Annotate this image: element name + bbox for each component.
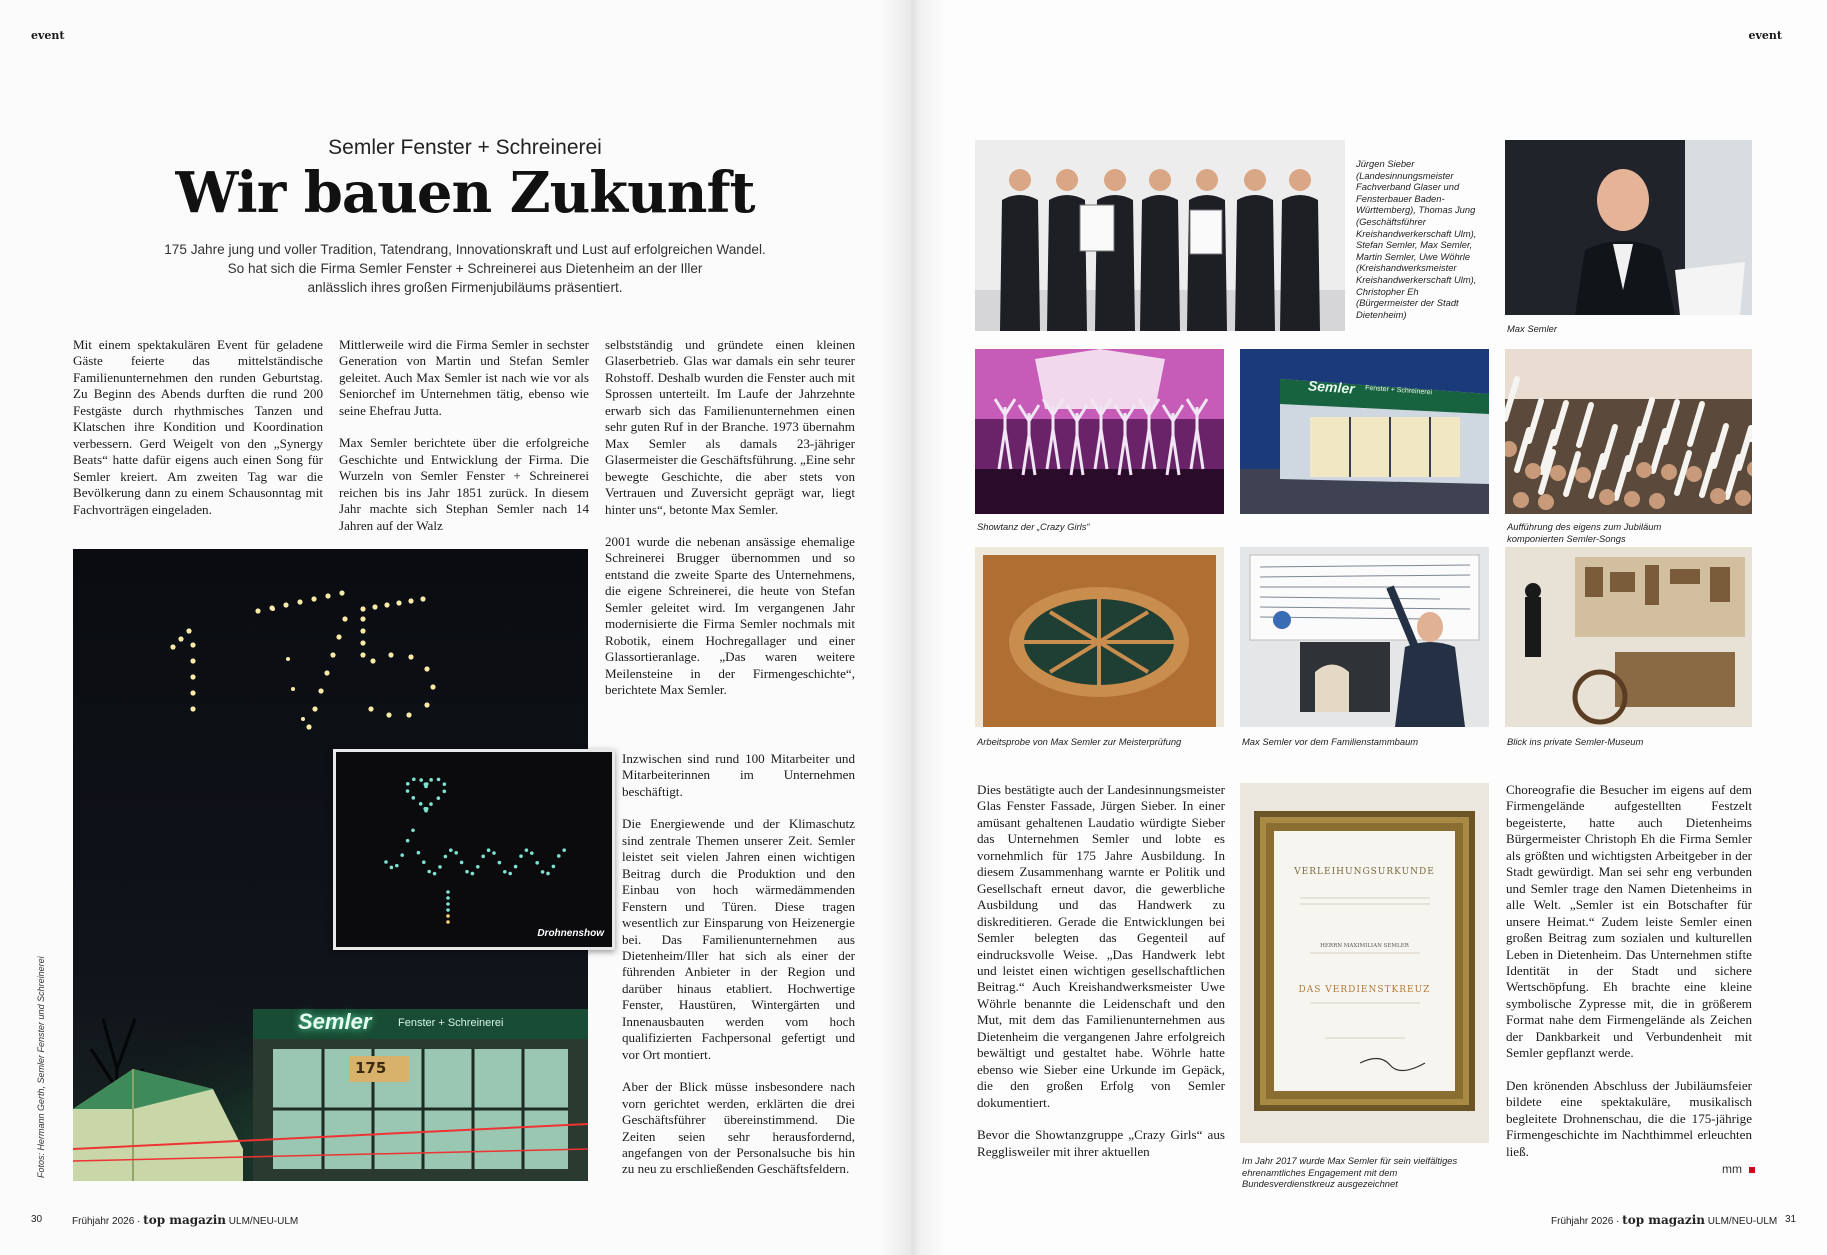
paragraph-text: Den krönenden Abschluss der Jubiläumsfeier bildete eine spektakuläre, musikalisch begleitete Drohnenschau, die die 175-jährige Firmengeschichte im Nachthimmel erleuchten ließ. — [1506, 1077, 1752, 1159]
showroom-photo — [1240, 349, 1489, 514]
window-caption: Arbeitsprobe von Max Semler zur Meisterprüfung — [977, 736, 1182, 747]
drone-light — [562, 848, 566, 852]
drone-light — [446, 914, 450, 918]
drone-light — [446, 908, 450, 912]
drone-light — [388, 652, 393, 657]
crowd-head — [1599, 489, 1615, 505]
crowd-head — [1513, 492, 1529, 508]
group-photo-scene — [975, 140, 1345, 331]
drone-light — [465, 870, 469, 874]
drone-light — [419, 778, 423, 782]
drone-light — [446, 896, 450, 900]
drone-light — [424, 702, 429, 707]
footer-left — [72, 1213, 298, 1227]
inset-caption: Drohnenshow — [537, 928, 604, 939]
page-number-right: 31 — [1785, 1214, 1797, 1225]
person-body — [1235, 195, 1275, 331]
drone-light — [306, 724, 311, 729]
drone-light — [360, 652, 365, 657]
certificate-title: VERLEIHUNGSURKUNDE — [1294, 867, 1435, 877]
paragraph: Bevor die Showtanzgruppe „Crazy Girls“ aus Regglisweiler mit ihrer aktuellen — [977, 1127, 1225, 1159]
crowd-scene — [1505, 349, 1752, 514]
drone-light — [446, 902, 450, 906]
drone-light — [330, 652, 335, 657]
crowd-head — [1686, 466, 1702, 482]
person-head — [1244, 169, 1266, 191]
lead-line: anlässlich ihres großen Firmenjubiläums präsentiert. — [307, 280, 623, 295]
drone-light — [535, 861, 539, 865]
drone-light — [444, 855, 448, 859]
person-body — [1140, 195, 1180, 331]
crowd-caption: Aufführung des eigens zum Jubiläum komponierten Semler-Songs — [1507, 521, 1662, 544]
drone-light — [429, 778, 433, 782]
signoff-initials: mm — [1722, 1162, 1742, 1176]
drone-light — [384, 860, 388, 864]
drone-light — [427, 870, 431, 874]
photo-credit: Fotos: Hermann Gerth, Semler Fenster und Schreinerei — [36, 956, 46, 1178]
drone-light — [360, 640, 365, 645]
dance-photo — [975, 349, 1224, 514]
drone-light — [406, 839, 410, 843]
familytree-photo — [1240, 547, 1489, 727]
running-head-left: event — [31, 29, 65, 42]
drone-light — [552, 865, 556, 869]
drone-light — [449, 848, 453, 852]
paragraph: Mittlerweile wird die Firma Semler in sechster Generation von Martin und Stefan Semler geleitet. Auch Max Semler ist nach wie vor als Seniorchef im Unternehmen tätig, ebenso wie seine Ehefrau Jutta. — [339, 337, 589, 418]
drone-light — [408, 654, 413, 659]
drone-light — [460, 861, 464, 865]
person-head — [1056, 169, 1078, 191]
text-column-3-top — [605, 337, 855, 715]
museum-caption: Blick ins private Semler-Museum — [1507, 736, 1644, 747]
footer-right — [1551, 1213, 1777, 1227]
facade-number: 175 — [355, 1059, 387, 1077]
certificate-name: HERRN MAXIMILIAN SEMLER — [1320, 943, 1409, 949]
drone-light — [384, 602, 389, 607]
drone-light — [519, 854, 523, 858]
drone-light — [190, 690, 195, 695]
drone-light — [190, 674, 195, 679]
familytree-scene — [1240, 547, 1489, 727]
author-signoff — [1722, 1162, 1755, 1176]
paragraph: Choreografie die Besucher im eigens auf dem Firmengelände aufgestellten Festzelt begeisterte, hatte auch Dietenheims Bürgermeister Christoph Eh die Firma Semler als größten und wichtigsten Arbeitgeber in der Stadt gewürdigt. Man sei sehr eng verbunden und Semler trage den Namen Dietenheims in alle Welt. „Semler ist ein Botschafter für unsere Heimat.“ Zudem leiste Semler einen großen Beitrag zum sozialen und kulturellen Leben in Dietenheim. Das Unternehmen stifte Identität in der Stadt und sichere Wertschöpfung. Eh brachte eine kleine symbolische Zypresse mit, die in größerem Format nahe dem Firmengelände als Zeichen der Dankbarkeit und Verbundenheit mit Semler gepflanzt werde. — [1506, 782, 1752, 1061]
group-photo — [975, 140, 1345, 331]
drone-light — [481, 855, 485, 859]
person-body — [1280, 195, 1320, 331]
footer-region: ULM/NEU-ULM — [1707, 1216, 1778, 1227]
drone-light — [400, 853, 404, 857]
paragraph: Die Energiewende und der Klimaschutz sind zentrale Themen unserer Zeit. Semler leistet seit vielen Jahren einen wichtigen Beitrag durch die Produktion und den Einbau von hoch wärmedämmenden Fenstern und Türen. Diese tragen wesentlich zur Einsparung von Heizenergie bei. Das Familienunternehmen aus Dietenheim/Iller hat sich als einer der führenden Anbieter in der Region und darüber hinaus etabliert. Hochwertige Fenster, Haustüren, Wintergärten und Innenausbauten werden vom hoch qualifizierten Fachpersonal gefertigt und vor Ort montiert. — [622, 816, 855, 1062]
drone-light — [342, 616, 347, 621]
drone-light — [508, 872, 512, 876]
paragraph: Mit einem spektakulären Event für geladene Gäste feierte das mittelständische Familienunternehmen den runden Geburtstag. Zu Beginn des Abends durften die rund 200 Festgäste durch rhythmisches Tanzen und Klatschen ihre Kondition und Koordination verbessern. Gerd Weigelt von den „Synergy Beats“ hatte dafür eigens auch einen Song für Semler kreiert. Am zweiten Tag war die Bevölkerung dann zu einem Schausonntag mit Fachvorträgen eingeladen. — [73, 337, 323, 517]
familytree-caption: Max Semler vor dem Familienstammbaum — [1242, 736, 1419, 747]
drone-light — [372, 604, 377, 609]
dance-scene — [975, 349, 1224, 514]
drone-light — [514, 865, 518, 869]
person-head — [1196, 169, 1218, 191]
drone-light — [446, 890, 450, 894]
drone-light — [411, 828, 415, 832]
showroom-scene — [1240, 349, 1489, 514]
text-column-2 — [339, 337, 589, 550]
crowd-head — [1710, 488, 1726, 504]
drone-light — [408, 598, 413, 603]
footer-issue: Frühjahr 2026 · — [1551, 1216, 1620, 1227]
inset-danke-photo — [333, 749, 615, 950]
drone-light — [454, 851, 458, 855]
drone-light — [325, 593, 330, 598]
paragraph: Aber der Blick müsse insbesondere nach vorn gerichtet werden, erklärten die drei Geschäftsführer übereinstimmend. Die Zeiten seien sehr herausfordernd, angefangen von der Personalsuche bis hin zu neu zu erschließenden Geschäftsfeldern. — [622, 1079, 855, 1177]
building-sign-sub: Fenster + Schreinerei — [398, 1017, 504, 1029]
drone-light — [429, 802, 433, 806]
drone-light — [420, 596, 425, 601]
crowd-head — [1624, 491, 1640, 507]
crowd-head — [1575, 467, 1591, 483]
crowd-photo — [1505, 349, 1752, 514]
drone-light — [286, 657, 290, 661]
drone-light — [546, 872, 550, 876]
drone-light — [368, 706, 373, 711]
drone-light — [557, 854, 561, 858]
crowd-head — [1735, 490, 1751, 506]
showroom-sign-sub: Fenster + Schreinerei — [1364, 384, 1433, 397]
drone-light — [178, 636, 183, 641]
end-mark-icon — [1749, 1167, 1755, 1173]
drone-light — [424, 782, 428, 786]
drone-light — [339, 590, 344, 595]
footer-magazine: top magazin — [1622, 1213, 1706, 1227]
danke-drone-scene — [336, 752, 612, 947]
person-head — [1009, 169, 1031, 191]
paragraph: Max Semler berichtete über die erfolgreiche Geschichte und Entwicklung der Firma. Die Wurzeln von Semler Fenster + Schreinerei reichen bis ins Jahr 1851 zurück. In diesem Jahr machte sich Stephan Semler nach 14 Jahren auf der Walz — [339, 435, 589, 533]
drone-light — [437, 778, 441, 782]
certificate-award: DAS VERDIENSTKREUZ — [1298, 985, 1431, 995]
drone-light — [271, 607, 275, 611]
footer-magazine: top magazin — [143, 1213, 227, 1227]
lead-line: So hat sich die Firma Semler Fenster + Schreinerei aus Dietenheim an der Iller — [227, 261, 703, 276]
drone-light — [443, 782, 447, 786]
drone-light — [406, 712, 411, 717]
drone-light — [417, 851, 421, 855]
drone-light — [411, 796, 415, 800]
drone-light — [503, 870, 507, 874]
crowd-head — [1661, 464, 1677, 480]
drone-light — [390, 866, 394, 870]
drone-light — [541, 870, 545, 874]
drone-light — [422, 860, 426, 864]
drone-light — [476, 865, 480, 869]
drone-light — [301, 717, 305, 721]
certificate-caption: Im Jahr 2017 wurde Max Semler für sein vielfältiges ehrenamtliches Engagement mit dem Bundesverdienstkreuz ausgezeichnet — [1242, 1155, 1458, 1190]
paragraph: Inzwischen sind rund 100 Mitarbeiter und Mitarbeiterinnen im Unternehmen beschäftigt. — [622, 751, 855, 799]
drone-light — [370, 658, 375, 663]
drone-light — [312, 706, 317, 711]
portrait-caption: Max Semler — [1507, 323, 1558, 334]
paragraph: selbstständig und gründete einen kleinen Glaserbetrieb. Glas war damals ein sehr teurer Rohstoff. Deshalb wurden die Fenster auch mit Sprossen unterteilt. Im Laufe der Jahrzehnte erwarb sich das Familienunternehmen einen sehr guten Ruf in der Branche. 1973 übernahm Max Semler als damals 23-jähriger Glasermeister die Geschäftsführung. „Eine sehr bewegte Geschichte, die aber stets von Vertrauen und Zuversicht geprägt war, liegt hinter uns“, betonte Max Semler. — [605, 337, 855, 517]
crowd-head — [1649, 493, 1665, 509]
drone-light — [487, 848, 491, 852]
drone-light — [336, 634, 341, 639]
article-lead — [100, 240, 830, 297]
drone-light — [419, 802, 423, 806]
drone-light — [492, 851, 496, 855]
drone-light — [283, 602, 288, 607]
crowd-head — [1636, 462, 1652, 478]
crowd-head — [1550, 465, 1566, 481]
drone-light — [395, 864, 399, 868]
drone-light — [360, 628, 365, 633]
paragraph: 2001 wurde die nebenan ansässige ehemalige Schreinerei Brugger übernommen und so entstand die zweite Sparte des Unternehmens, die eigene Schreinerei, die heute von Stefan Semler geleitet wird. Im vergangenen Jahr modernisierte die Firma Semler nochmals mit Robotik, einem Hochregallager und einer Glassortieranlage. „Das waren weitere Meilensteine in der Firmengeschichte“, berichtete Max Semler. — [605, 533, 855, 698]
paragraph — [1506, 1078, 1752, 1160]
crowd-head — [1538, 494, 1554, 510]
dance-caption: Showtanz der „Crazy Girls“ — [977, 521, 1090, 532]
drone-light — [386, 712, 391, 717]
person-head — [1149, 169, 1171, 191]
drone-light — [406, 782, 410, 786]
window-scene — [975, 547, 1224, 727]
drone-light — [170, 644, 175, 649]
footer-issue: Frühjahr 2026 · — [72, 1216, 141, 1227]
certificate-photo — [1240, 783, 1489, 1143]
crowd-head — [1525, 463, 1541, 479]
drone-light — [311, 596, 316, 601]
lead-line: 175 Jahre jung und voller Tradition, Tatendrang, Innovationskraft und Lust auf erfolgreichen Wandel. — [164, 242, 766, 257]
drone-light — [291, 687, 295, 691]
drone-light — [471, 872, 475, 876]
right-text-column-1 — [977, 782, 1225, 1176]
drone-light — [412, 777, 416, 781]
drone-light — [430, 684, 435, 689]
running-head-right: event — [1748, 29, 1782, 42]
certificate-frame — [1240, 783, 1489, 1143]
drone-light — [423, 807, 427, 811]
person-head — [1289, 169, 1311, 191]
portrait-scene — [1505, 140, 1752, 315]
drone-light — [396, 600, 401, 605]
article-kicker: Semler Fenster + Schreinerei — [328, 136, 602, 159]
drone-light — [190, 642, 195, 647]
drone-light — [255, 608, 260, 613]
page-number-left: 30 — [31, 1214, 43, 1225]
showroom-sign: Semler — [1307, 377, 1356, 397]
museum-photo — [1505, 547, 1752, 727]
window-photo — [975, 547, 1224, 727]
footer-region: ULM/NEU-ULM — [228, 1216, 299, 1227]
drone-light — [525, 848, 529, 852]
drone-light — [424, 666, 429, 671]
text-column-3-bottom — [622, 751, 855, 1194]
drone-light — [318, 688, 323, 693]
drone-light — [498, 861, 502, 865]
person-body — [1000, 195, 1040, 331]
drone-light — [360, 606, 365, 611]
drone-light — [438, 865, 442, 869]
building-sign: Semler — [298, 1009, 372, 1034]
drone-light — [360, 616, 365, 621]
article-title: Wir bauen Zukunft — [175, 160, 755, 226]
person-head — [1104, 169, 1126, 191]
text-column-1 — [73, 337, 323, 534]
drone-light — [442, 790, 446, 794]
drone-light — [437, 796, 441, 800]
drone-light — [186, 628, 191, 633]
drone-light — [530, 851, 534, 855]
drone-light — [446, 920, 450, 924]
portrait-photo — [1505, 140, 1752, 315]
drone-light — [406, 789, 410, 793]
paragraph: Dies bestätigte auch der Landesinnungsmeister Glas Fenster Fassade, Jürgen Sieber. In einer amüsant gehaltenen Laudatio würdigte Sieber das Unternehmen Semler und lobte es vornehmlich für 175 Jahre Ausbildung. In diesem Zusammenhang warnte er Politik und Gesellschaft erneut davor, die gewerbliche Ausbildung und das Handwerk zu diskreditieren. Gerade die Entwicklungen bei Semler belegten das Gegenteil auf eindrucksvolle Weise. „Das Handwerk lebt und leistet einen wichtigen gesellschaftlichen Beitrag.“ Auch Kreishandwerksmeister Uwe Wöhrle benannte die Leidenschaft und den Mut, mit dem das Familienunternehmen aus Dietenheim die vergangenen Jahre erfolgreich bewältigt und gestaltet habe. Wöhrle hatte ebenso wie Sieber eine Urkunde im Gepäck, die den großen Erfolg von Semler dokumentiert. — [977, 782, 1225, 1110]
group-photo-caption: Jürgen Sieber (Landesinnungsmeister Fachverband Glaser und Fensterbauer Baden-Württemberg), Thomas Jung (Geschäftsführer Kreishandwerkerschaft Ulm), Stefan Semler, Max Semler, Martin Semler, Uwe Wöhrle (Kreishandwerksmeister Kreishandwerkerschaft Ulm), Christopher Eh (Bürgermeister der Stadt Dietenheim) — [1356, 158, 1477, 320]
drone-light — [433, 872, 437, 876]
drone-light — [324, 670, 329, 675]
drone-light — [190, 706, 195, 711]
right-text-column-3 — [1506, 782, 1752, 1160]
drone-light — [297, 599, 302, 604]
drone-light — [190, 658, 195, 663]
museum-scene — [1505, 547, 1752, 727]
